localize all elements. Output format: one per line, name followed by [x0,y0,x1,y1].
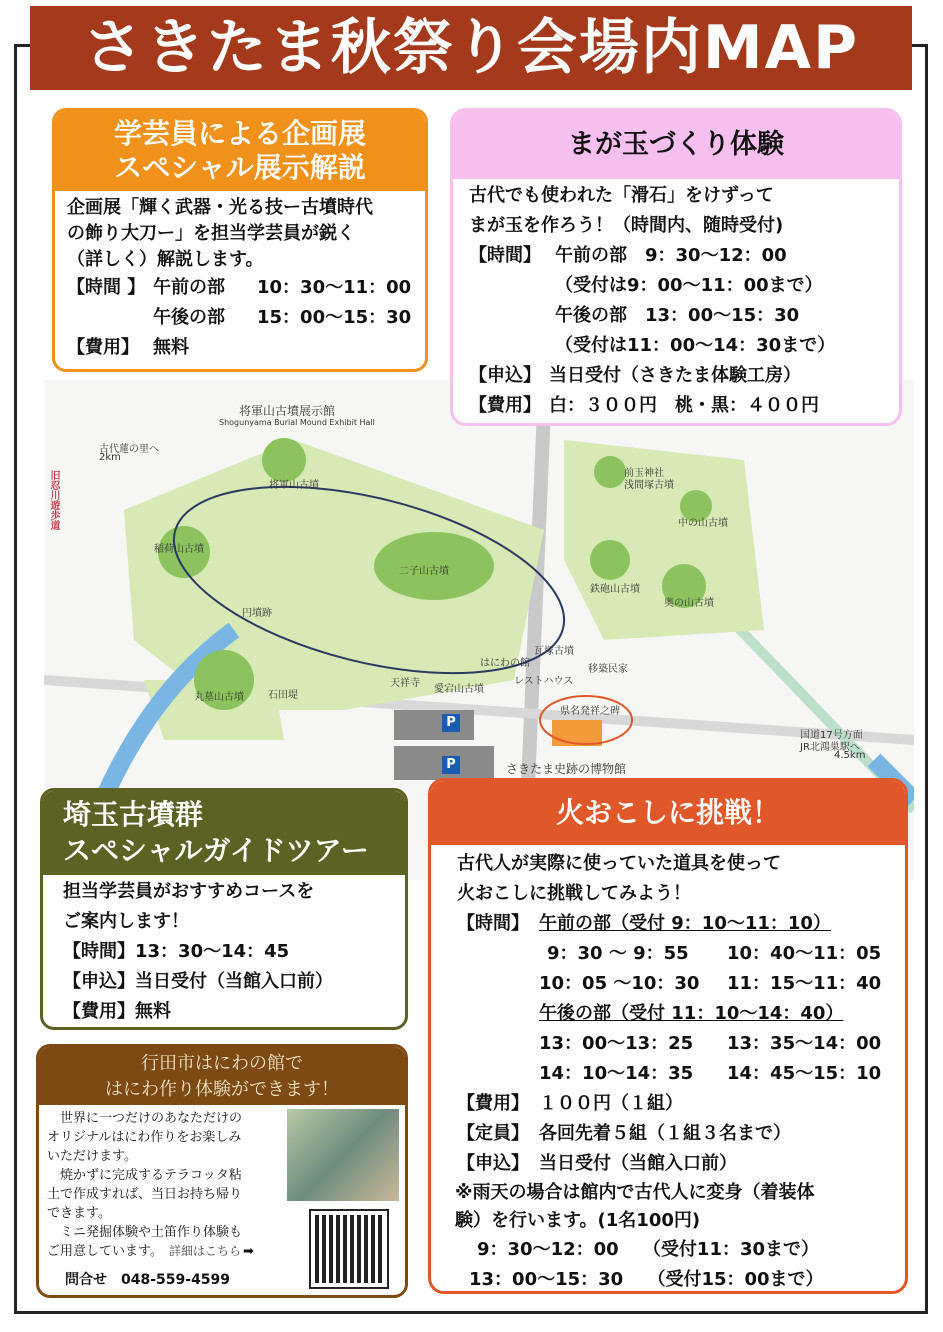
time-key: 【時間 】 [67,277,146,298]
slot-time: 14：10～14：35 [539,1063,694,1084]
fire-capacity-row [457,1119,905,1149]
contact-text: 問合せ 048‐559‐4599 [65,1272,231,1288]
apply-key: 【申込】 [469,365,541,386]
afternoon-time: 午後の部 13：00～15：30 [555,305,800,326]
exhibit-header-line: スペシャル展示解説 [114,151,366,184]
haniwa-header-line: 行田市はにわの館で [141,1053,303,1074]
slot-time: 13：35～14：00 [727,1033,882,1054]
slot-time: 14：45～15：10 [727,1063,882,1084]
map-label: 国道17号方面 [800,730,863,741]
magatama-apply-row [469,361,899,391]
map-label: 天祥寺 [390,678,420,689]
magatama-desc: 古代でも使われた「滑石」をけずって [469,185,774,206]
fire-desc: 古代人が実際に使っていた道具を使って [457,853,781,874]
map-label: Shogunyama Burial Mound Exhibit Hall [219,418,375,427]
fee-value: 無料 [135,1001,171,1022]
guide-body [43,875,405,1027]
magatama-desc: まが玉を作ろう！（時間内、随時受付) [469,215,784,236]
qr-code-icon[interactable] [311,1211,387,1287]
guide-desc: ご案内します！ [63,911,189,932]
fee-value: １００円（１組） [539,1093,683,1114]
fire-panel [428,778,908,1294]
map-label: 古代蓮の里へ [99,444,159,455]
apply-key: 【申込】 [63,971,135,992]
rain-slot: 13：00～15：30 （受付15：00まで） [469,1269,824,1290]
exhibit-desc: （詳しく）解説します。 [67,249,264,270]
morning-note: （受付は9：00～11：00まで） [555,275,823,296]
magatama-header: まが玉づくり体験 [453,111,899,179]
time-value: 13：30～14：45 [135,941,290,962]
afternoon-time: 15：00～15：30 [257,307,412,328]
guide-time-row [63,937,405,967]
map-label: さきたま史跡の博物館 [506,762,627,776]
magatama-fee-row [469,391,899,421]
apply-key: 【申込】 [457,1153,529,1174]
haniwa-line: ご用意しています。 [47,1244,163,1259]
more-link[interactable]: 詳細はこちら [168,1244,241,1258]
guide-desc: 担当学芸員がおすすめコースを [63,881,315,902]
haniwa-header-line: はにわ作り体験ができます！ [105,1079,339,1100]
guide-apply-row [63,967,405,997]
map-label: 奥の山古墳 [664,598,714,609]
map-label: 2km [99,452,121,463]
morning-label: 午前の部（受付 9：10～11：10） [539,913,831,934]
slot-row [457,1029,905,1059]
map-label: 移築民家 [588,664,628,675]
map-label: 瓦塚古墳 [534,646,574,657]
capacity-value: 各回先着５組（１組３名まで） [539,1123,791,1144]
haniwa-panel [36,1044,408,1298]
haniwa-line: 土で作成すれば、当日お持ち帰り [47,1187,243,1202]
slot-row [457,1059,905,1089]
afternoon-label: 午後の部 [153,307,225,328]
map-label: 石田堤 [268,690,298,701]
time-key: 【時間】 [469,245,541,266]
map-label: 円墳跡 [242,608,272,619]
exhibit-fee-row [67,333,425,363]
haniwa-photo [287,1109,399,1201]
haniwa-header [39,1047,405,1105]
magatama-time-row [469,241,899,271]
map-label: 鉄砲山古墳 [590,584,640,595]
fire-apply-row [457,1149,905,1179]
guide-header-line: スペシャルガイドツアー [63,834,369,867]
time-key: 【時間】 [63,941,135,962]
afternoon-note: （受付は11：00～14：30まで） [555,335,836,356]
guide-fee-row [63,997,405,1027]
exhibit-body [55,191,425,363]
parking-icon: P [442,756,460,774]
morning-time: 午前の部 9：30～12：00 [555,245,787,266]
exhibit-header [55,111,425,191]
morning-label: 午前の部 [153,277,225,298]
exhibit-time-row [67,303,425,333]
magatama-panel [450,108,902,426]
guide-header-line: 埼玉古墳群 [63,798,204,831]
arrow-right-icon: ➡ [242,1244,254,1259]
exhibit-desc: の飾り大刀ー」を担当学芸員が鋭く [67,223,355,244]
map-label: 将軍山古墳 [269,480,319,491]
haniwa-text [47,1109,307,1261]
map-label: はにわの館 [480,658,530,669]
magatama-body [453,179,899,421]
haniwa-more-row [47,1242,307,1261]
fire-time-row [457,909,905,939]
capacity-key: 【定員】 [457,1123,529,1144]
map-label: 中の山古墳 [678,518,728,529]
fire-desc: 火おこしに挑戦してみよう！ [457,883,691,904]
slot-row [457,969,905,999]
fee-key: 【費用】 [457,1093,529,1114]
map-label: 将軍山古墳展示館 [239,404,336,418]
haniwa-line: できます。 [47,1206,111,1221]
morning-time: 10：30～11：00 [257,277,412,298]
map-label: 二子山古墳 [399,566,449,577]
exhibit-desc: 企画展「輝く武器・光る技ー古墳時代 [67,197,373,218]
map-label: レストハウス [514,676,574,687]
fire-body [431,845,905,1294]
map-label: 丸墓山古墳 [194,692,244,703]
haniwa-line: オリジナルはにわ作りをお楽しみ [47,1130,242,1145]
fee-key: 【費用】 [63,1001,135,1022]
fire-fee-row [457,1089,905,1119]
slot-time: 9：30 ～ 9：55 [547,943,689,964]
exhibit-panel [52,108,428,372]
fee-value: 無料 [153,337,189,358]
slot-time: 10：40～11：05 [727,943,882,964]
slot-time: 11：15～11：40 [727,973,882,994]
afternoon-label: 午後の部（受付 11：10～14：40） [539,1003,844,1024]
rain-note: 験）を行います。(1名100円) [455,1210,701,1231]
rain-note: ※雨天の場合は館内で古代人に変身（着装体 [455,1182,815,1203]
haniwa-line: いただけます。 [47,1149,137,1164]
fee-key: 【費用】 [67,337,139,358]
exhibit-time-row [67,273,425,303]
guide-header [43,791,405,875]
map-label: 県名発祥之碑 [560,706,620,717]
apply-value: 当日受付（当館入口前） [539,1153,737,1174]
rain-slot: 9：30～12：00 （受付11：30まで） [477,1239,820,1260]
haniwa-line: 焼かずに完成するテラコッタ粘 [47,1168,242,1183]
slot-row [457,939,905,969]
guide-panel [40,788,408,1030]
map-label: JR北鴻巣駅へ [800,742,860,753]
map-label: 旧忍川遊歩道 [48,470,59,530]
map-label: 浅間塚古墳 [624,480,674,491]
page-title: さきたま秋祭り会場内MAP [30,6,912,90]
haniwa-line: ミニ発掘体験や土笛作り体験も [47,1225,243,1240]
exhibit-header-line: 学芸員による企画展 [113,117,366,150]
slot-time: 13：00～13：25 [539,1033,694,1054]
map-label: 前玉神社 [624,468,664,479]
map-label: 4.5km [834,750,866,761]
map-label: 愛宕山古墳 [434,684,484,695]
apply-value: 当日受付（当館入口前） [135,971,333,992]
haniwa-line: 世界に一つだけのあなただけの [47,1111,243,1126]
fire-header: 火おこしに挑戦！ [431,781,905,845]
time-key: 【時間】 [457,913,529,934]
map-label: 稲荷山古墳 [154,544,204,555]
slot-time: 10：05 ～10：30 [539,973,700,994]
parking-icon: P [442,714,460,732]
apply-value: 当日受付（さきたま体験工房） [549,365,801,386]
fee-key: 【費用】 [469,395,541,416]
fee-value: 白：３００円 桃・黒：４００円 [549,395,819,416]
